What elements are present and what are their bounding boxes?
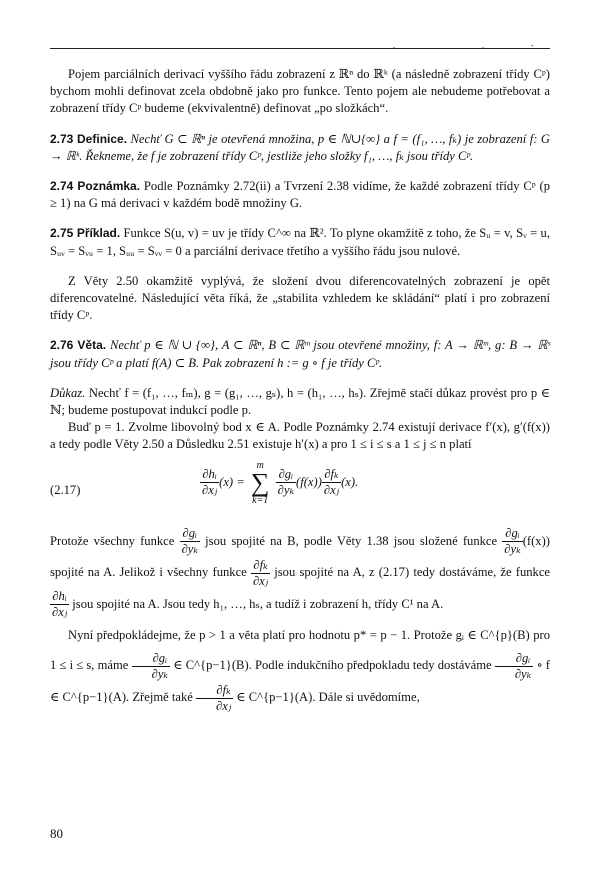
summation-symbol: m ∑ k=1 xyxy=(250,459,270,506)
inline-fraction: $\frac{\text{∂hᵢ}}{\text{∂xⱼ}}$ xyxy=(52,589,68,620)
inline-fraction: $\frac{\text{∂fₖ}}{\text{∂xⱼ}}$ xyxy=(252,557,269,588)
example-2-75 xyxy=(50,225,550,259)
equation-2-17 xyxy=(50,458,550,520)
remark-text: Podle Poznámky 2.72(ii) a Tvrzení 2.38 vidíme, že každé zobrazení třídy Cᵖ (p ≥ 1) na G má derivaci v každém bodě množiny G. xyxy=(50,179,550,211)
equation-label: (2.17) xyxy=(50,482,81,497)
page-body xyxy=(50,66,550,714)
page-number: 80 xyxy=(50,826,63,841)
definition-2-73 xyxy=(50,131,550,165)
inline-fraction: $\frac{\text{∂gᵢ}}{\text{∂yₖ}}$ xyxy=(181,526,198,557)
inline-fraction: $\frac{\text{∂gᵢ}}{\text{∂yₖ}}$ xyxy=(504,526,521,557)
definition-text: Nechť G ⊂ ℝⁿ je otevřená množina, p ∈ ℕ∪{∞} a f = (f₁, …, fₖ) je zobrazení f: G → ℝᵏ. Řekneme, že f je zobrazení třídy Cᵖ, jestliže jeho složky f₁, …, fₖ jsou třídy Cᵖ. xyxy=(50,131,550,163)
equation-body: $\frac{\text{∂hᵢ}}{\text{∂xⱼ}}$ (x) = m ∑ k=1 $\frac{\text{∂gᵢ}}{\text{∂yₖ}}$ (f(x)) $\frac{\text{∂fₖ}}{\text{∂xⱼ}}$ (x). xyxy=(202,459,359,506)
inline-fraction: $\frac{\text{∂fₖ}}{\text{∂xⱼ}}$ xyxy=(196,683,233,714)
proof-label: Důkaz. xyxy=(50,385,86,400)
intro-paragraph: Pojem parciálních derivací vyššího řádu zobrazení z ℝⁿ do ℝᵏ (a následně zobrazení třídy Cᵖ) bychom mohli definovat zcela obdobně jako pro funkce. Tento pojem ale nebudeme potřebovat a zobrazení třídy Cᵖ budeme (ekvivalentně) definovat „po složkách“. xyxy=(50,67,550,116)
proof-base-case: Buď p = 1. Zvolme libovolný bod x ∈ A. Podle Poznámky 2.74 existují derivace f′(x), g′(f(x)) a tedy podle Věty 2.50 a Důsledku 2.51 existuje h′(x) a pro 1 ≤ i ≤ s a 1 ≤ j ≤ n platí xyxy=(50,420,550,452)
inline-fraction: $\frac{\text{∂gᵢ}}{\text{∂yₖ}}$ xyxy=(132,651,170,682)
example-text: Funkce S(u, v) = uv je třídy C^∞ na ℝ². To plyne okamžitě z toho, že Sᵤ = v, Sᵥ = u, Sᵤᵥ = Sᵥᵤ = 1, Sᵤᵤ = Sᵥᵥ = 0 a parciální derivace třetího a vyššího řádu jsou nulové. xyxy=(50,226,550,258)
remark-label: 2.74 Poznámka. xyxy=(50,179,141,194)
theorem-label: 2.76 Věta. xyxy=(50,338,107,353)
definition-label: 2.73 Definice. xyxy=(50,131,128,146)
inline-fraction: $\frac{\text{∂gᵢ}}{\text{∂yₖ}}$ xyxy=(495,651,533,682)
equation-fraction: $\frac{\text{∂fₖ}}{\text{∂xⱼ}}$ xyxy=(323,467,340,498)
chain-paragraph: Z Věty 2.50 okamžitě vyplývá, že složení dvou diferencovatelných zobrazení je opět diferencovatelné. Následující věta říká, že „stabilita vzhledem ke skládání“ platí i pro zobrazení třídy Cᵖ. xyxy=(50,273,550,323)
remark-2-74 xyxy=(50,178,550,212)
header-rule xyxy=(50,48,550,49)
equation-fraction: $\frac{\text{∂gᵢ}}{\text{∂yₖ}}$ xyxy=(277,467,295,498)
header-mark: . xyxy=(393,41,395,50)
proof-text: Nechť f = (f₁, …, fₘ), g = (g₁, …, gₛ), h = (h₁, …, hₛ). Zřejmě stačí důkaz provést pro p ∈ ℕ; budeme postupovat indukcí podle p. xyxy=(50,385,550,418)
header-mark: . xyxy=(482,41,484,50)
running-header xyxy=(50,40,550,50)
equation-fraction: $\frac{\text{∂hᵢ}}{\text{∂xⱼ}}$ xyxy=(202,467,218,498)
continuity-paragraph: Protože všechny funkce $\frac{\text{∂gᵢ}}{\text{∂yₖ}}$ jsou spojité na B, podle Věty 1.38 jsou složené funkce $\frac{\text{∂gᵢ}}{\text{∂yₖ}}$ (f(x)) spojité na A. Jelikož i všechny funkce $\frac{\text{∂fₖ}}{\text{∂xⱼ}}$ jsou spojité na A, z (2.17) tedy dostáváme, že funkce $\frac{\text{∂hᵢ}}{\text{∂xⱼ}}$ jsou spojité na A. Jsou tedy h₁, …, hₛ, a tudíž i zobrazení h, třídy C¹ na A. xyxy=(50,526,551,620)
proof-paragraph xyxy=(50,385,550,419)
header-mark: - xyxy=(531,41,534,50)
theorem-2-76 xyxy=(50,337,550,371)
example-label: 2.75 Příklad. xyxy=(50,226,121,241)
induction-paragraph: Nyní předpokládejme, že p > 1 a věta platí pro hodnotu p* = p − 1. Protože gᵢ ∈ C^{p}(B) pro 1 ≤ i ≤ s, máme $\frac{\text{∂gᵢ}}{\text{∂yₖ}}$ ∈ C^{p−1}(B). Podle indukčního předpokladu tedy dostáváme $\frac{\text{∂gᵢ}}{\text{∂yₖ}}$ ∘ f ∈ C^{p−1}(A). Zřejmě také $\frac{\text{∂fₖ}}{\text{∂xⱼ}}$ ∈ C^{p−1}(A). Dále si uvědomíme, xyxy=(50,628,550,713)
theorem-text: Nechť p ∈ ℕ ∪ {∞}, A ⊂ ℝⁿ, B ⊂ ℝᵐ jsou otevřené množiny, f: A → ℝᵐ, g: B → ℝˢ jsou třídy Cᵖ a platí f(A) ⊂ B. Pak zobrazení h := g ∘ f je třídy Cᵖ. xyxy=(50,338,550,370)
